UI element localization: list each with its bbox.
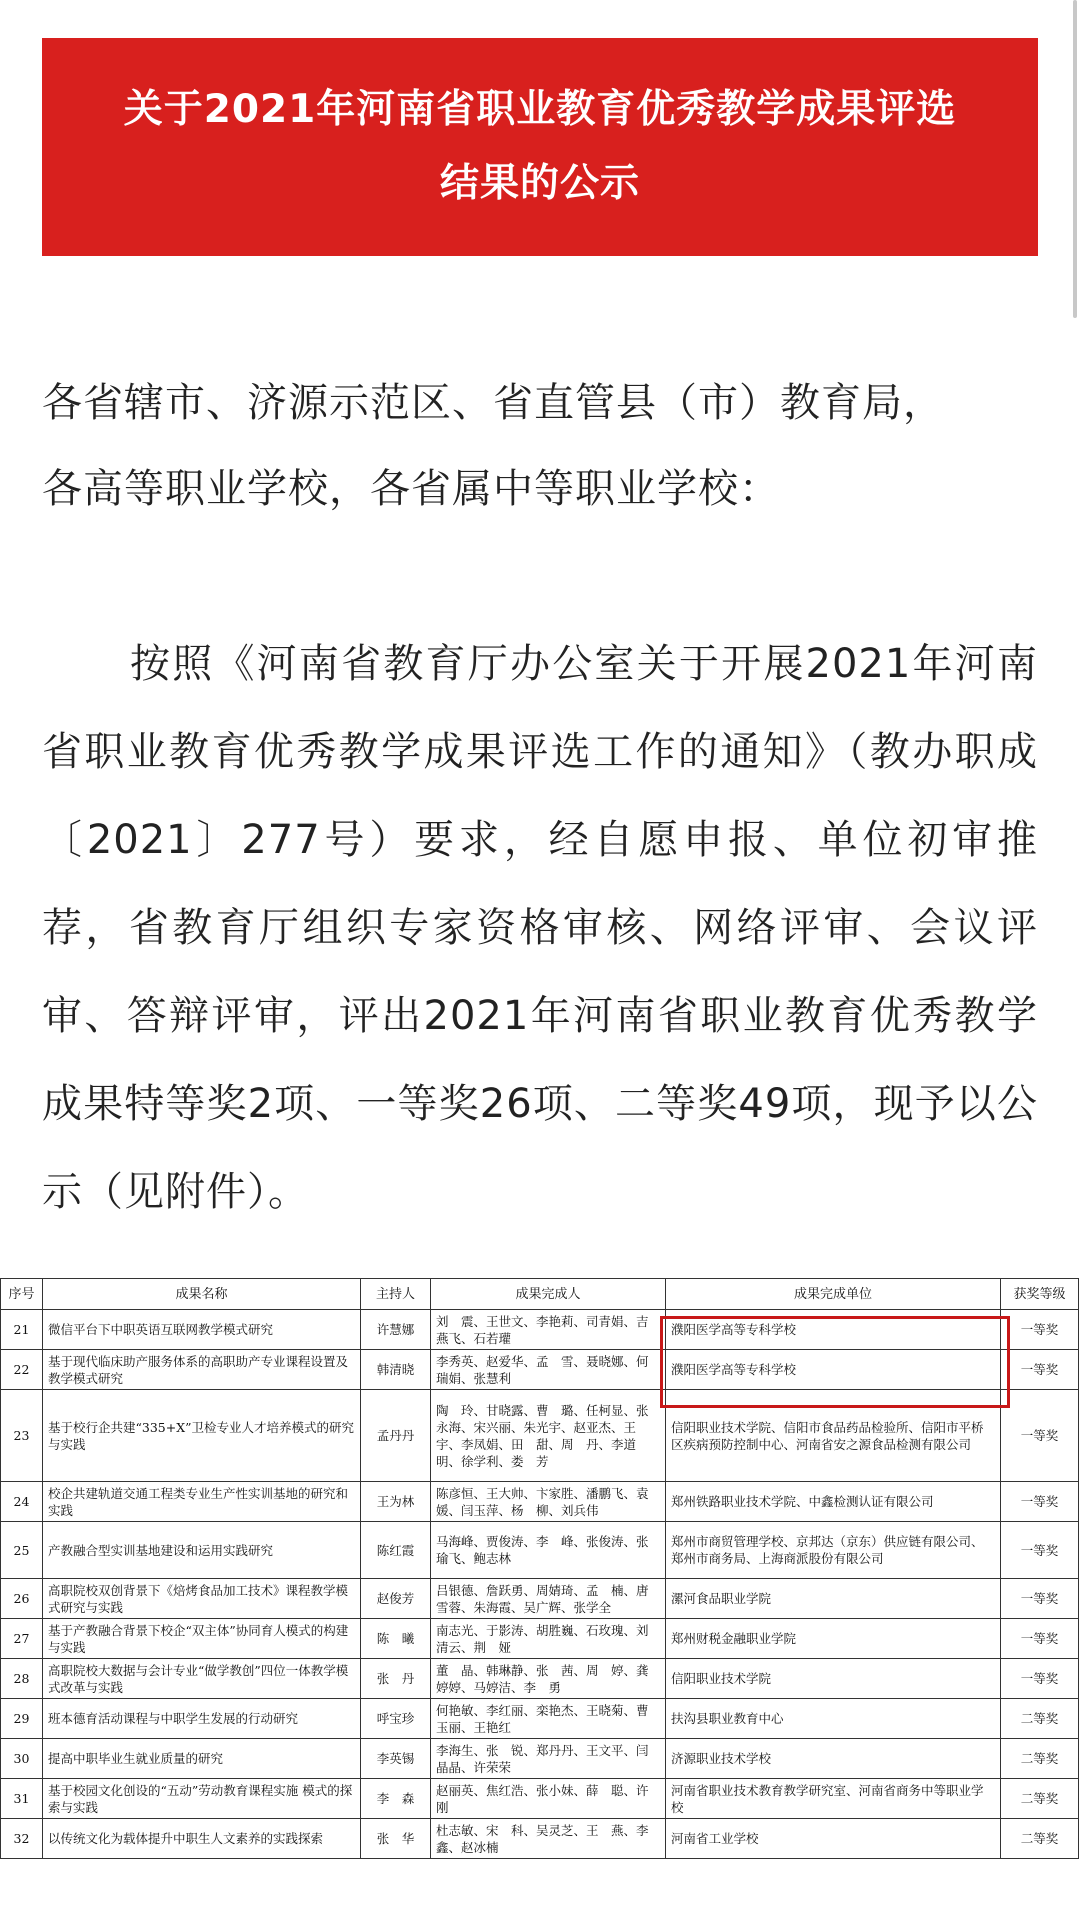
cell-unit: 濮阳医学高等专科学校 xyxy=(666,1310,1001,1350)
cell-members: 刘 震、王世文、李艳莉、司青娟、吉燕飞、石若瓘 xyxy=(431,1310,666,1350)
cell-members: 赵丽英、焦红浩、张小妹、薛 聪、许 刚 xyxy=(431,1779,666,1819)
cell-unit: 扶沟县职业教育中心 xyxy=(666,1699,1001,1739)
cell-members: 陶 玲、甘晓露、曹 璐、任柯显、张永海、宋兴丽、朱光宇、赵亚杰、王 宇、李凤娟、田 甜、周 丹、李道明、徐学利、娄 芳 xyxy=(431,1390,666,1482)
cell-no: 28 xyxy=(1,1659,43,1699)
table-header-row xyxy=(1,1279,1079,1310)
results-table-container xyxy=(0,1278,1080,1917)
cell-leader: 张 丹 xyxy=(361,1659,431,1699)
cell-leader: 陈红霞 xyxy=(361,1522,431,1579)
header-award: 获奖等级 xyxy=(1001,1279,1079,1310)
cell-no: 22 xyxy=(1,1350,43,1390)
cell-name: 高职院校双创背景下《焙烤食品加工技术》课程教学模式研究与实践 xyxy=(43,1579,361,1619)
cell-unit: 河南省工业学校 xyxy=(666,1819,1001,1859)
cell-name: 校企共建轨道交通工程类专业生产性实训基地的研究和实践 xyxy=(43,1482,361,1522)
cell-unit: 郑州铁路职业技术学院、中鑫检测认证有限公司 xyxy=(666,1482,1001,1522)
cell-unit: 濮阳医学高等专科学校 xyxy=(666,1350,1001,1390)
cell-no: 23 xyxy=(1,1390,43,1482)
cell-unit: 郑州市商贸管理学校、京邦达（京东）供应链有限公司、郑州市商务局、上海商派股份有限公司 xyxy=(666,1522,1001,1579)
cell-name: 基于现代临床助产服务体系的高职助产专业课程设置及教学模式研究 xyxy=(43,1350,361,1390)
cell-award: 一等奖 xyxy=(1001,1522,1079,1579)
cell-name: 班本德育活动课程与中职学生发展的行动研究 xyxy=(43,1699,361,1739)
table-row xyxy=(1,1659,1079,1699)
cell-name: 基于产教融合背景下校企“双主体”协同育人模式的构建与实践 xyxy=(43,1619,361,1659)
title-line-1: 关于2021年河南省职业教育优秀教学成果评选 xyxy=(123,87,957,132)
header-members: 成果完成人 xyxy=(431,1279,666,1310)
cell-members: 吕银德、詹跃勇、周婧琦、孟 楠、唐雪蓉、朱海霞、吴广辉、张学全 xyxy=(431,1579,666,1619)
cell-no: 32 xyxy=(1,1819,43,1859)
cell-name: 基于校行企共建“335+X”卫检专业人才培养模式的研究与实践 xyxy=(43,1390,361,1482)
cell-award: 一等奖 xyxy=(1001,1579,1079,1619)
cell-unit: 漯河食品职业学院 xyxy=(666,1579,1001,1619)
cell-no: 25 xyxy=(1,1522,43,1579)
cell-no: 26 xyxy=(1,1579,43,1619)
cell-members: 何艳敏、李红丽、栾艳杰、王晓菊、曹玉丽、王艳红 xyxy=(431,1699,666,1739)
cell-award: 二等奖 xyxy=(1001,1739,1079,1779)
cell-leader: 许慧娜 xyxy=(361,1310,431,1350)
title-line-2: 结果的公示 xyxy=(439,161,640,206)
cell-leader: 赵俊芳 xyxy=(361,1579,431,1619)
cell-award: 二等奖 xyxy=(1001,1819,1079,1859)
cell-unit: 济源职业技术学校 xyxy=(666,1739,1001,1779)
cell-unit: 信阳职业技术学院 xyxy=(666,1659,1001,1699)
cell-members: 李秀英、赵爱华、孟 雪、聂晓娜、何瑞娟、张慧利 xyxy=(431,1350,666,1390)
salutation-line-1: 各省辖市、济源示范区、省直管县（市）教育局， xyxy=(42,380,944,426)
table-row xyxy=(1,1522,1079,1579)
cell-members: 马海峰、贾俊涛、李 峰、张俊涛、张瑜飞、鲍志林 xyxy=(431,1522,666,1579)
cell-no: 30 xyxy=(1,1739,43,1779)
cell-no: 29 xyxy=(1,1699,43,1739)
cell-members: 陈彦恒、王大帅、卞家胜、潘鹏飞、袁 媛、闫玉萍、杨 柳、刘兵伟 xyxy=(431,1482,666,1522)
cell-leader: 李 森 xyxy=(361,1779,431,1819)
cell-leader: 李英锡 xyxy=(361,1739,431,1779)
cell-name: 微信平台下中职英语互联网教学模式研究 xyxy=(43,1310,361,1350)
scrollbar[interactable] xyxy=(1073,0,1077,318)
table-row xyxy=(1,1310,1079,1350)
salutation xyxy=(42,360,1038,532)
table-row xyxy=(1,1779,1079,1819)
salutation-line-2: 各高等职业学校，各省属中等职业学校： xyxy=(42,466,780,512)
header-leader: 主持人 xyxy=(361,1279,431,1310)
cell-members: 杜志敏、宋 科、吴灵芝、王 燕、李 鑫、赵冰楠 xyxy=(431,1819,666,1859)
table-row xyxy=(1,1482,1079,1522)
cell-award: 一等奖 xyxy=(1001,1659,1079,1699)
table-row xyxy=(1,1699,1079,1739)
table-row xyxy=(1,1819,1079,1859)
table-row xyxy=(1,1619,1079,1659)
cell-award: 二等奖 xyxy=(1001,1699,1079,1739)
cell-no: 31 xyxy=(1,1779,43,1819)
title-banner xyxy=(42,38,1038,256)
table-row xyxy=(1,1739,1079,1779)
cell-members: 南志光、于影涛、胡胜巍、石玫瑰、刘清云、荆 娅 xyxy=(431,1619,666,1659)
table-body xyxy=(1,1310,1079,1859)
cell-unit: 河南省职业技术教育教学研究室、河南省商务中等职业学校 xyxy=(666,1779,1001,1819)
cell-name: 提高中职毕业生就业质量的研究 xyxy=(43,1739,361,1779)
cell-award: 一等奖 xyxy=(1001,1482,1079,1522)
cell-no: 24 xyxy=(1,1482,43,1522)
table-row xyxy=(1,1390,1079,1482)
cell-name: 产教融合型实训基地建设和运用实践研究 xyxy=(43,1522,361,1579)
results-table xyxy=(0,1278,1079,1859)
header-no: 序号 xyxy=(1,1279,43,1310)
cell-leader: 呼宝珍 xyxy=(361,1699,431,1739)
cell-award: 一等奖 xyxy=(1001,1619,1079,1659)
cell-name: 高职院校大数据与会计专业“做学教创”四位一体教学模式改革与实践 xyxy=(43,1659,361,1699)
cell-unit: 郑州财税金融职业学院 xyxy=(666,1619,1001,1659)
table-row xyxy=(1,1350,1079,1390)
body-paragraph: 按照《河南省教育厅办公室关于开展2021年河南省职业教育优秀教学成果评选工作的通知》（教办职成〔2021〕277号）要求，经自愿申报、单位初审推荐，省教育厅组织专家资格审核、网络评审、会议评审、答辩评审，评出2021年河南省职业教育优秀教学成果特等奖2项、一等奖26项、二等奖49项，现予以公示（见附件）。 xyxy=(42,641,1038,1215)
cell-no: 27 xyxy=(1,1619,43,1659)
cell-members: 董 晶、韩琳静、张 茜、周 婷、龚婷婷、马婷洁、李 勇 xyxy=(431,1659,666,1699)
table-row xyxy=(1,1579,1079,1619)
cell-award: 一等奖 xyxy=(1001,1310,1079,1350)
cell-award: 一等奖 xyxy=(1001,1350,1079,1390)
header-name: 成果名称 xyxy=(43,1279,361,1310)
cell-name: 基于校园文化创设的“五动”劳动教育课程实施 模式的探索与实践 xyxy=(43,1779,361,1819)
cell-unit: 信阳职业技术学院、信阳市食品药品检验所、信阳市平桥区疾病预防控制中心、河南省安之源食品检测有限公司 xyxy=(666,1390,1001,1482)
cell-name: 以传统文化为载体提升中职生人文素养的实践探索 xyxy=(43,1819,361,1859)
cell-leader: 陈 曦 xyxy=(361,1619,431,1659)
cell-award: 二等奖 xyxy=(1001,1779,1079,1819)
cell-members: 李海生、张 锐、郑丹丹、王文平、闫晶晶、许荣荣 xyxy=(431,1739,666,1779)
header-unit: 成果完成单位 xyxy=(666,1279,1001,1310)
cell-award: 一等奖 xyxy=(1001,1390,1079,1482)
cell-leader: 王为林 xyxy=(361,1482,431,1522)
cell-no: 21 xyxy=(1,1310,43,1350)
cell-leader: 韩清晓 xyxy=(361,1350,431,1390)
cell-leader: 张 华 xyxy=(361,1819,431,1859)
cell-leader: 孟丹丹 xyxy=(361,1390,431,1482)
